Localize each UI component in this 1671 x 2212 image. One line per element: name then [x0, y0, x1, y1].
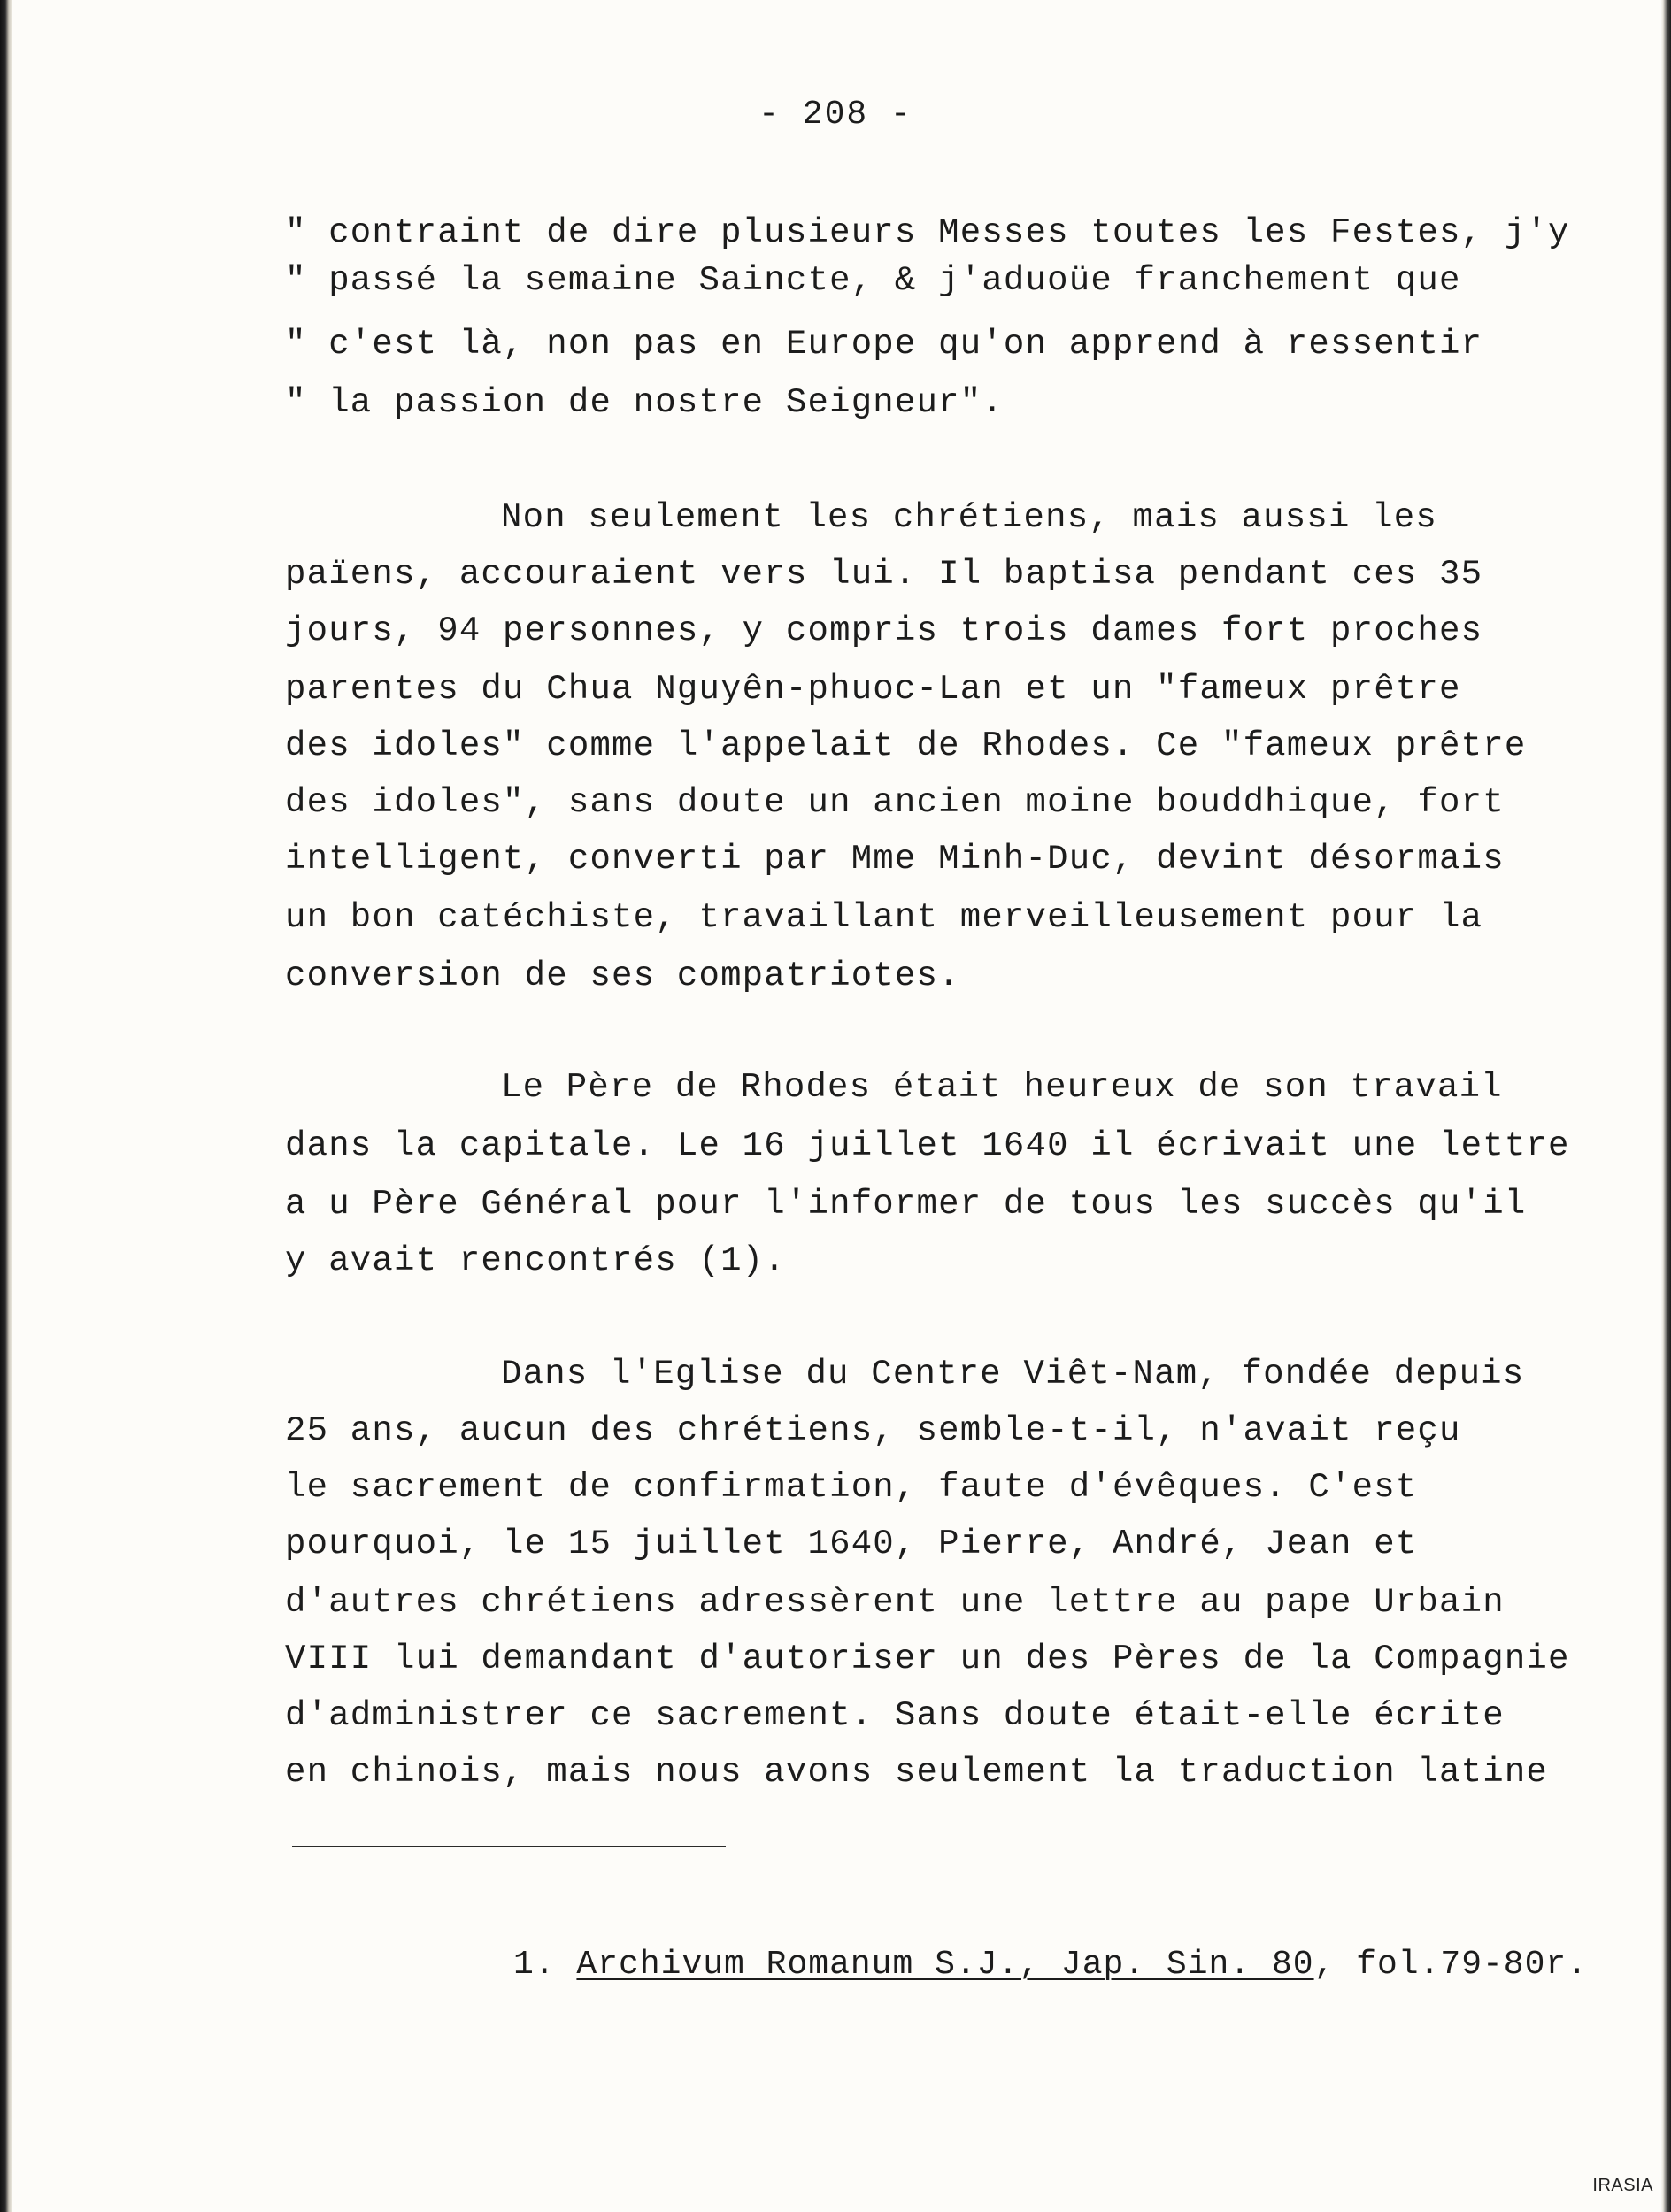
text-line: un bon catéchiste, travaillant merveilleusement pour la — [285, 898, 1483, 937]
text-line: " la passion de nostre Seigneur". — [285, 383, 1004, 422]
text-line: d'autres chrétiens adressèrent une lettre au pape Urbain — [285, 1583, 1505, 1622]
footnote-separator — [292, 1846, 726, 1847]
footnote-number: 1. — [513, 1946, 556, 1984]
text-line: païens, accouraient vers lui. Il baptisa pendant ces 35 — [285, 555, 1483, 594]
text-line: VIII lui demandant d'autoriser un des Pères de la Compagnie — [285, 1640, 1570, 1678]
text-line: des idoles" comme l'appelait de Rhodes. Ce "fameux prêtre — [285, 726, 1527, 765]
text-line: pourquoi, le 15 juillet 1640, Pierre, André, Jean et — [285, 1525, 1418, 1563]
text-line: a u Père Général pour l'informer de tous les succès qu'il — [285, 1185, 1527, 1224]
paragraph-first-line: Le Père de Rhodes était heureux de son travail — [501, 1068, 1503, 1107]
footnote-folio: , fol.79-80r. — [1313, 1946, 1589, 1984]
text-line: 25 ans, aucun des chrétiens, semble-t-il, n'avait reçu — [285, 1411, 1461, 1450]
text-line: d'administrer ce sacrement. Sans doute était-elle écrite — [285, 1696, 1505, 1735]
text-line: " c'est là, non pas en Europe qu'on apprend à ressentir — [285, 325, 1483, 364]
paragraph-first-line: Non seulement les chrétiens, mais aussi les — [501, 498, 1437, 537]
footnote-source: Archivum Romanum S.J., Jap. Sin. 80 — [576, 1946, 1314, 1984]
text-line: y avait rencontrés (1). — [285, 1241, 786, 1280]
text-line: jours, 94 personnes, y compris trois dames fort proches — [285, 611, 1483, 650]
paragraph-first-line: Dans l'Eglise du Centre Viêt-Nam, fondée depuis — [501, 1355, 1525, 1394]
text-line: " passé la semaine Saincte, & j'aduoüe franchement que — [285, 261, 1461, 300]
text-line: " contraint de dire plusieurs Messes toutes les Festes, j'y — [285, 213, 1570, 252]
irasia-watermark: IRASIA — [1592, 2176, 1653, 2195]
text-line: des idoles", sans doute un ancien moine bouddhique, fort — [285, 783, 1505, 822]
footnote — [513, 1945, 1588, 1985]
text-line: en chinois, mais nous avons seulement la traduction latine — [285, 1753, 1549, 1792]
text-line: dans la capitale. Le 16 juillet 1640 il écrivait une lettre — [285, 1126, 1570, 1165]
page-number: - 208 - — [758, 96, 913, 134]
text-line: parentes du Chua Nguyên-phuoc-Lan et un "fameux prêtre — [285, 670, 1461, 709]
text-line: conversion de ses compatriotes. — [285, 956, 960, 995]
text-line: intelligent, converti par Mme Minh-Duc, devint désormais — [285, 840, 1505, 879]
text-line: le sacrement de confirmation, faute d'évêques. C'est — [285, 1468, 1418, 1507]
